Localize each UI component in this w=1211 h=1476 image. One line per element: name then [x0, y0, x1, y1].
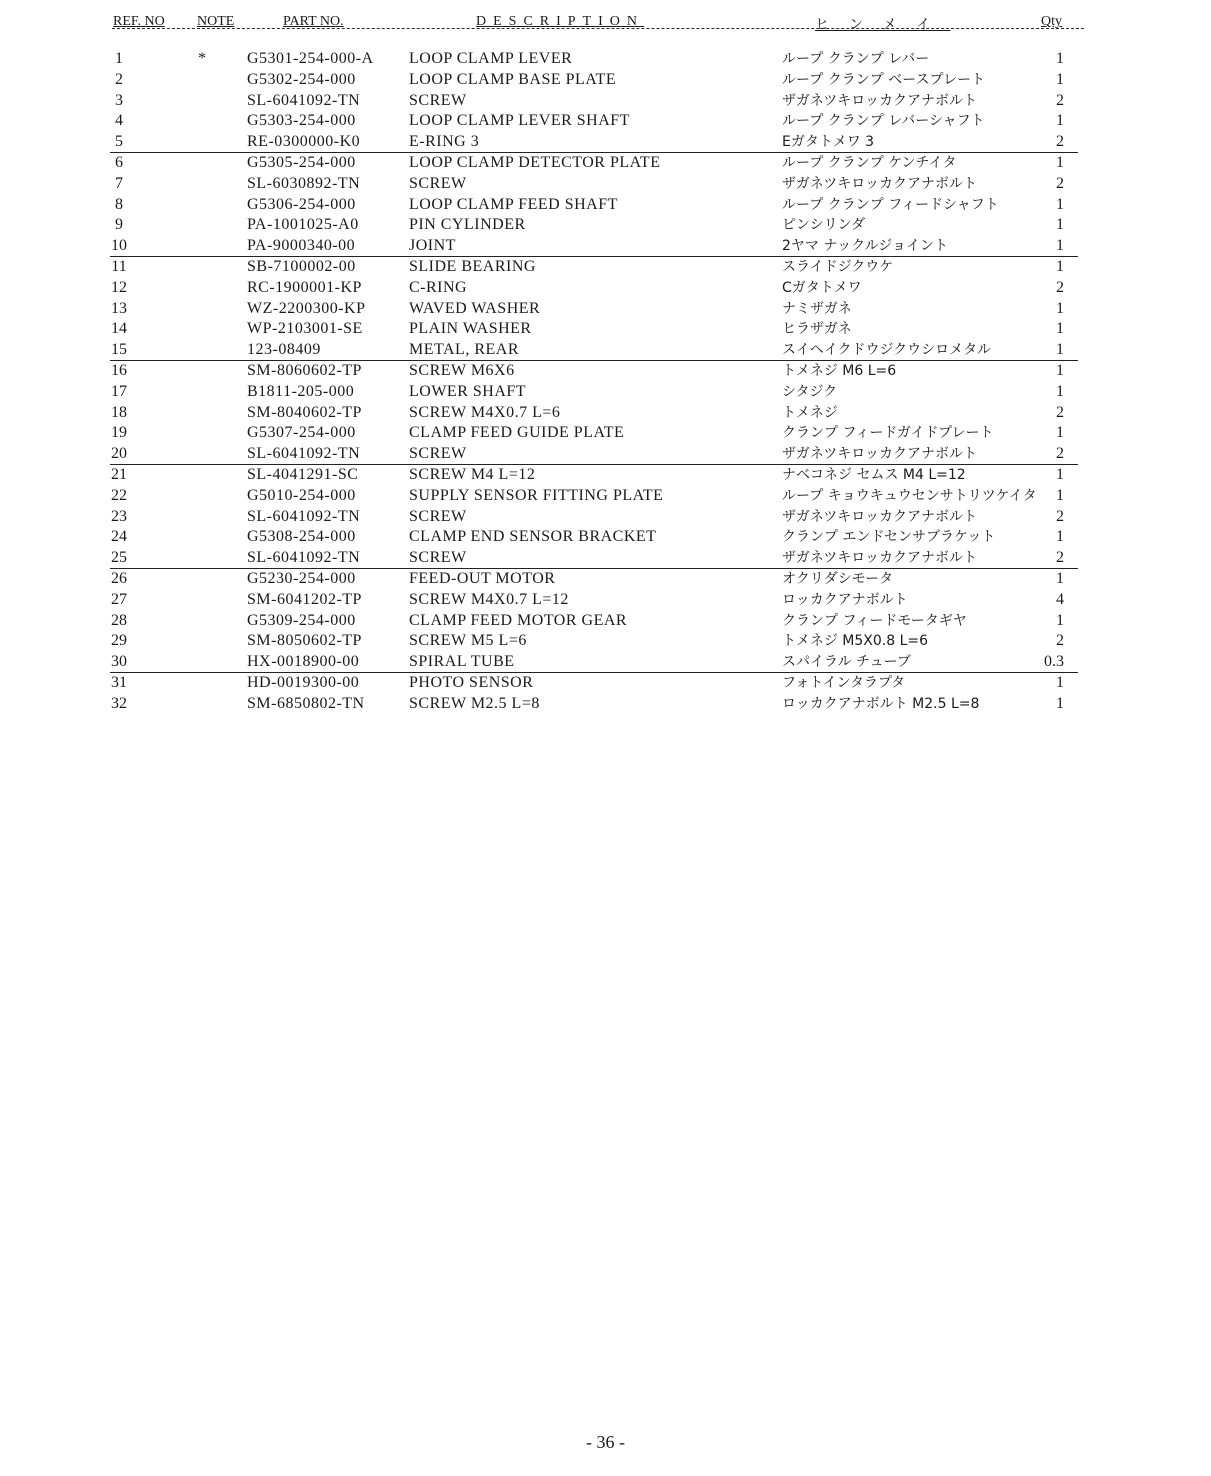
ref-number: 28: [111, 611, 127, 629]
header-part-no: PART NO.: [283, 14, 344, 29]
description: SCREW M4X0.7 L=6: [409, 403, 561, 421]
kana-name: ループ キョウキュウセンサトリツケイタ: [782, 487, 1037, 504]
page-number: - 36 -: [586, 1432, 625, 1452]
kana-name: ループ クランプ ケンチイタ: [782, 154, 957, 171]
kana-name: スライドジクウケ: [782, 258, 894, 275]
part-number: PA-1001025-A0: [247, 216, 359, 234]
ref-number: 6: [115, 153, 123, 171]
kana-name: フォトインタラプタ: [782, 674, 906, 691]
quantity: 1: [1056, 112, 1064, 130]
kana-name: ヒラザガネ: [782, 321, 852, 338]
quantity: 2: [1056, 445, 1064, 463]
kana-name: クランプ フィードモータギヤ: [782, 612, 967, 629]
part-number: G5307-254-000: [247, 424, 356, 442]
ref-number: 10: [111, 237, 127, 255]
table-row: [110, 672, 1078, 694]
ref-number: 14: [111, 320, 127, 338]
header-qty: Qty: [1041, 14, 1062, 29]
kana-name: ザガネツキロッカクアナボルト: [782, 175, 978, 192]
ref-number: 13: [111, 299, 127, 317]
description: LOOP CLAMP DETECTOR PLATE: [409, 153, 661, 171]
description: SCREW: [409, 549, 467, 567]
ref-number: 5: [115, 133, 123, 151]
quantity: 1: [1056, 424, 1064, 442]
description: SLIDE BEARING: [409, 257, 536, 275]
part-number: WZ-2200300-KP: [247, 299, 366, 317]
table-row: [0, 652, 1211, 673]
table-row: [110, 568, 1078, 590]
kana-name: ザガネツキロッカクアナボルト: [782, 508, 978, 525]
kana-name: トメネジ M5X0.8 L=6: [782, 633, 929, 650]
quantity: 1: [1056, 50, 1064, 67]
part-number: SB-7100002-00: [247, 257, 356, 275]
header-ref-no: REF. NO: [113, 14, 165, 29]
part-number: SL-6041092-TN: [247, 445, 361, 463]
quantity: 2: [1056, 632, 1064, 650]
ref-number: 29: [111, 632, 127, 650]
kana-name: スパイラル チューブ: [782, 654, 911, 671]
part-number: G5230-254-000: [247, 569, 356, 587]
part-number: G5301-254-000-A: [247, 50, 374, 67]
quantity: 1: [1056, 299, 1064, 317]
table-row: [0, 174, 1211, 195]
table-row: [0, 631, 1211, 652]
kana-name: ロッカクアナボルト M2.5 L=8: [782, 695, 980, 712]
quantity: 2: [1056, 403, 1064, 421]
kana-name: オクリダシモータ: [782, 570, 894, 587]
part-number: SM-8040602-TP: [247, 403, 362, 421]
table-row: [110, 360, 1078, 382]
kana-name: スイヘイクドウジクウシロメタル: [782, 342, 992, 359]
table-row: [0, 527, 1211, 548]
ref-number: 31: [111, 673, 127, 691]
quantity: 1: [1056, 216, 1064, 234]
part-number: HD-0019300-00: [247, 673, 360, 691]
part-number: SM-6041202-TP: [247, 590, 362, 608]
table-row: [0, 195, 1211, 216]
ref-number: 3: [115, 91, 123, 109]
kana-name: クランプ フィードガイドプレート: [782, 425, 994, 442]
table-row: [0, 215, 1211, 236]
table-row: [0, 444, 1211, 465]
quantity: 1: [1056, 257, 1064, 275]
table-header: [0, 10, 1211, 36]
part-number: WP-2103001-SE: [247, 320, 363, 338]
quantity: 1: [1056, 195, 1064, 213]
table-row: [0, 590, 1211, 611]
part-number: RE-0300000-K0: [247, 133, 361, 151]
description: JOINT: [409, 237, 456, 255]
table-row: [0, 236, 1211, 257]
description: LOOP CLAMP BASE PLATE: [409, 70, 617, 88]
quantity: 1: [1056, 486, 1064, 504]
part-number: G5305-254-000: [247, 153, 356, 171]
kana-name: ループ クランプ ベースプレート: [782, 71, 985, 88]
note-mark: *: [198, 50, 206, 67]
description: C-RING: [409, 278, 468, 296]
part-number: G5309-254-000: [247, 611, 356, 629]
ref-number: 24: [111, 528, 127, 546]
ref-number: 32: [111, 694, 127, 712]
table-row: [0, 611, 1211, 632]
kana-name: トメネジ: [782, 404, 838, 421]
description: SCREW M5 L=6: [409, 632, 527, 650]
kana-name: ピンシリンダ: [782, 217, 866, 234]
description: LOOP CLAMP LEVER: [409, 50, 573, 67]
table-row: [110, 464, 1078, 486]
ref-number: 30: [111, 653, 127, 671]
ref-number: 20: [111, 445, 127, 463]
table-row: [0, 111, 1211, 132]
quantity: 1: [1056, 465, 1064, 483]
description: METAL, REAR: [409, 341, 519, 359]
table-row: [110, 152, 1078, 174]
part-number: 123-08409: [247, 341, 321, 359]
description: SCREW M6X6: [409, 361, 515, 379]
table-row: [0, 548, 1211, 569]
kana-name: シタジク: [782, 383, 838, 400]
kana-name: ナベコネジ セムス M4 L=12: [782, 466, 966, 483]
quantity: 2: [1056, 549, 1064, 567]
quantity: 1: [1056, 673, 1064, 691]
ref-number: 25: [111, 549, 127, 567]
ref-number: 21: [111, 465, 127, 483]
description: SCREW M2.5 L=8: [409, 694, 540, 712]
kana-name: ロッカクアナボルト: [782, 591, 908, 608]
ref-number: 16: [111, 361, 127, 379]
part-number: G5303-254-000: [247, 112, 356, 130]
description: PIN CYLINDER: [409, 216, 526, 234]
kana-name: ループ クランプ レバー: [782, 51, 930, 67]
quantity: 4: [1056, 590, 1064, 608]
quantity: 1: [1056, 382, 1064, 400]
kana-name: ザガネツキロッカクアナボルト: [782, 446, 978, 463]
description: SUPPLY SENSOR FITTING PLATE: [409, 486, 664, 504]
ref-number: 4: [115, 112, 123, 130]
table-row: [110, 256, 1078, 278]
part-number: SL-6030892-TN: [247, 174, 361, 192]
kana-name: クランプ エンドセンサブラケット: [782, 529, 996, 546]
ref-number: 15: [111, 341, 127, 359]
table-row: [0, 49, 1211, 70]
part-number: SM-8060602-TP: [247, 361, 362, 379]
part-number: G5010-254-000: [247, 486, 356, 504]
table-row: [0, 403, 1211, 424]
quantity: 1: [1056, 361, 1064, 379]
kana-name: ループ クランプ レバーシャフト: [782, 113, 985, 130]
kana-name: ザガネツキロッカクアナボルト: [782, 550, 978, 567]
table-row: [0, 299, 1211, 320]
parts-table: [0, 49, 1211, 715]
ref-number: 8: [115, 195, 123, 213]
quantity: 1: [1056, 237, 1064, 255]
part-number: G5306-254-000: [247, 195, 356, 213]
table-row: [0, 423, 1211, 444]
quantity: 2: [1056, 133, 1064, 151]
part-number: RC-1900001-KP: [247, 278, 362, 296]
description: WAVED WASHER: [409, 299, 541, 317]
description: PLAIN WASHER: [409, 320, 532, 338]
table-row: [0, 278, 1211, 299]
quantity: 0.3: [1044, 653, 1064, 671]
description: SCREW: [409, 507, 467, 525]
quantity: 1: [1056, 528, 1064, 546]
ref-number: 19: [111, 424, 127, 442]
ref-number: 11: [111, 257, 127, 275]
ref-number: 12: [111, 278, 127, 296]
description: SCREW M4 L=12: [409, 465, 536, 483]
table-row: [0, 132, 1211, 153]
quantity: 1: [1056, 320, 1064, 338]
table-row: [0, 91, 1211, 112]
kana-name: Eガタトメワ 3: [782, 134, 875, 151]
kana-name: ザガネツキロッカクアナボルト: [782, 92, 978, 109]
part-number: SL-6041092-TN: [247, 507, 361, 525]
table-row: [0, 507, 1211, 528]
ref-number: 18: [111, 403, 127, 421]
ref-number: 23: [111, 507, 127, 525]
part-number: G5302-254-000: [247, 70, 356, 88]
ref-number: 9: [115, 216, 123, 234]
table-row: [0, 694, 1211, 715]
ref-number: 2: [115, 70, 123, 88]
description: LOWER SHAFT: [409, 382, 527, 400]
kana-name: トメネジ M6 L=6: [782, 362, 897, 379]
description: SCREW: [409, 174, 467, 192]
table-row: [0, 382, 1211, 403]
part-number: B1811-205-000: [247, 382, 355, 400]
description: PHOTO SENSOR: [409, 673, 534, 691]
description: SCREW: [409, 445, 467, 463]
header-divider: [112, 28, 1084, 29]
quantity: 1: [1056, 341, 1064, 359]
quantity: 1: [1056, 611, 1064, 629]
kana-name: 2ヤマ ナックルジョイント: [782, 238, 949, 255]
part-number: G5308-254-000: [247, 528, 356, 546]
part-number: PA-9000340-00: [247, 237, 356, 255]
quantity: 1: [1056, 70, 1064, 88]
part-number: SL-6041092-TN: [247, 549, 361, 567]
description: SCREW M4X0.7 L=12: [409, 590, 569, 608]
kana-name: Cガタトメワ: [782, 279, 862, 296]
description: FEED-OUT MOTOR: [409, 569, 556, 587]
ref-number: 26: [111, 569, 127, 587]
table-row: [0, 486, 1211, 507]
kana-name: ループ クランプ フィードシャフト: [782, 196, 999, 213]
description: LOOP CLAMP LEVER SHAFT: [409, 112, 630, 130]
part-number: SM-8050602-TP: [247, 632, 362, 650]
quantity: 1: [1056, 153, 1064, 171]
kana-name: ナミザガネ: [782, 300, 852, 317]
description: CLAMP FEED MOTOR GEAR: [409, 611, 628, 629]
description: E-RING 3: [409, 133, 480, 151]
table-row: [0, 70, 1211, 91]
table-row: [0, 319, 1211, 340]
ref-number: 7: [115, 174, 123, 192]
description: LOOP CLAMP FEED SHAFT: [409, 195, 618, 213]
header-kana-name: ヒンメイ: [815, 18, 951, 33]
quantity: 2: [1056, 507, 1064, 525]
description: CLAMP END SENSOR BRACKET: [409, 528, 657, 546]
part-number: SM-6850802-TN: [247, 694, 365, 712]
header-description: DESCRIPTION: [476, 14, 645, 29]
ref-number: 22: [111, 486, 127, 504]
quantity: 2: [1056, 91, 1064, 109]
ref-number: 17: [111, 382, 127, 400]
description: CLAMP FEED GUIDE PLATE: [409, 424, 625, 442]
table-row: [0, 340, 1211, 361]
ref-number: 27: [111, 590, 127, 608]
part-number: HX-0018900-00: [247, 653, 360, 671]
part-number: SL-4041291-SC: [247, 465, 359, 483]
quantity: 2: [1056, 174, 1064, 192]
ref-number: 1: [115, 50, 123, 67]
quantity: 2: [1056, 278, 1064, 296]
quantity: 1: [1056, 694, 1064, 712]
quantity: 1: [1056, 569, 1064, 587]
header-note: NOTE: [197, 14, 235, 29]
description: SCREW: [409, 91, 467, 109]
part-number: SL-6041092-TN: [247, 91, 361, 109]
description: SPIRAL TUBE: [409, 653, 515, 671]
